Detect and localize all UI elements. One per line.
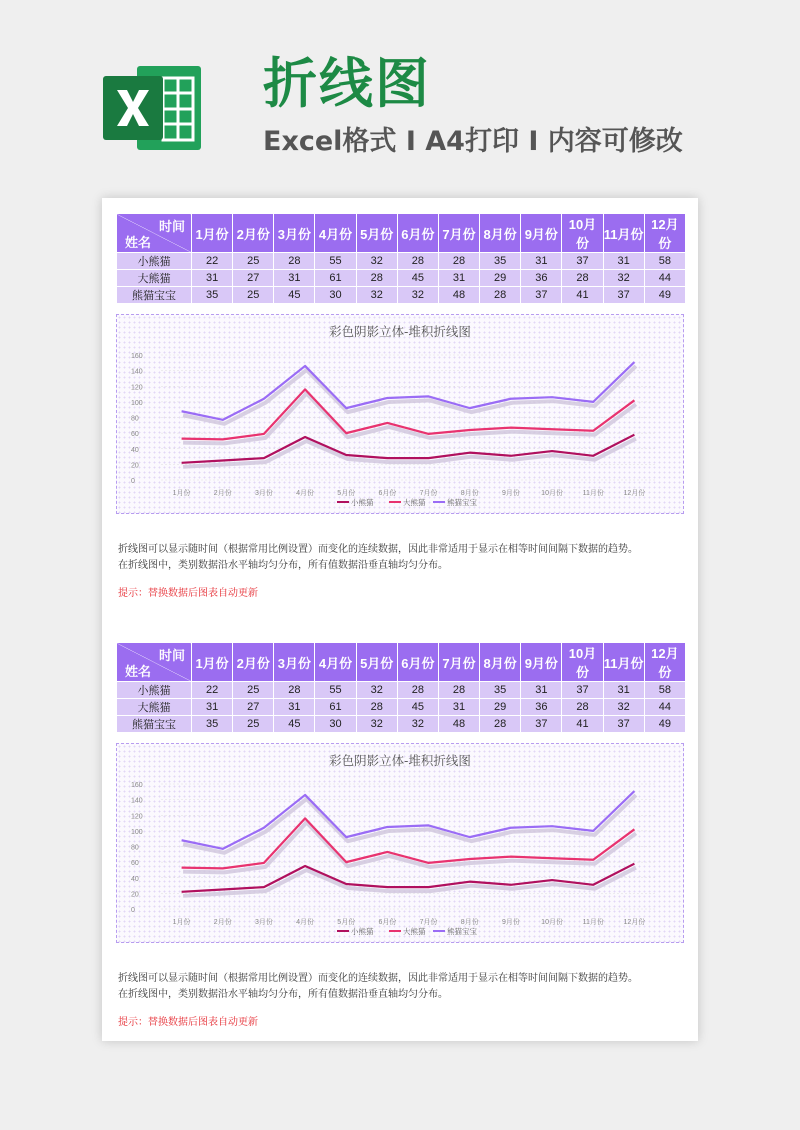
value-cell: 35 (192, 287, 233, 304)
month-header: 10月份 (562, 214, 603, 253)
value-cell: 28 (356, 270, 397, 287)
spreadsheet-sheet (102, 198, 698, 1041)
month-header: 10月份 (562, 643, 603, 682)
hint-text: 提示：替换数据后图表自动更新 (118, 588, 258, 599)
page-subtitle: Excel格式 I A4打印 I 内容可修改 (263, 126, 683, 157)
chart-block (116, 642, 686, 1028)
value-cell: 31 (603, 253, 644, 270)
x-tick-label: 10月份 (541, 919, 563, 926)
x-tick-label: 8月份 (460, 919, 479, 926)
table-corner-header (117, 643, 192, 682)
value-cell: 31 (438, 699, 479, 716)
month-header: 5月份 (356, 214, 397, 253)
y-tick-label: 100 (131, 399, 143, 407)
value-cell: 25 (233, 253, 274, 270)
data-table (116, 642, 686, 733)
value-cell: 55 (315, 682, 356, 699)
value-cell: 35 (480, 253, 521, 270)
y-tick-label: 120 (131, 813, 143, 821)
value-cell: 28 (480, 716, 521, 733)
y-tick-label: 160 (131, 353, 143, 360)
x-tick-label: 12月份 (623, 490, 646, 497)
month-header: 4月份 (315, 643, 356, 682)
corner-time-label: 时间 (158, 219, 185, 234)
chart-block (116, 213, 686, 599)
value-cell: 31 (274, 270, 315, 287)
value-cell: 35 (192, 716, 233, 733)
x-tick-label: 5月份 (337, 919, 356, 926)
value-cell: 55 (315, 253, 356, 270)
value-cell: 36 (521, 699, 562, 716)
table-row (117, 270, 686, 287)
legend-label: 熊猫宝宝 (447, 927, 477, 936)
value-cell: 35 (480, 682, 521, 699)
value-cell: 45 (397, 699, 438, 716)
value-cell: 31 (192, 270, 233, 287)
value-cell: 27 (233, 270, 274, 287)
y-tick-label: 0 (131, 478, 135, 485)
value-cell: 32 (356, 682, 397, 699)
description-line-2: 在折线图中，类别数据沿水平轴均匀分布，所有值数据沿垂直轴均匀分布。 (118, 989, 448, 1000)
value-cell: 29 (480, 270, 521, 287)
value-cell: 45 (274, 716, 315, 733)
value-cell: 49 (644, 716, 685, 733)
table-row (117, 699, 686, 716)
y-tick-label: 80 (131, 415, 139, 423)
month-header: 12月份 (644, 643, 685, 682)
month-header: 11月份 (603, 643, 644, 682)
value-cell: 32 (397, 287, 438, 304)
x-tick-label: 3月份 (254, 490, 273, 497)
month-header: 2月份 (233, 214, 274, 253)
value-cell: 28 (438, 682, 479, 699)
value-cell: 61 (315, 699, 356, 716)
y-tick-label: 160 (131, 782, 143, 789)
x-tick-label: 3月份 (254, 919, 273, 926)
row-name-cell: 熊猫宝宝 (117, 716, 192, 733)
month-header: 2月份 (233, 643, 274, 682)
month-header: 9月份 (521, 643, 562, 682)
value-cell: 22 (192, 682, 233, 699)
value-cell: 32 (356, 253, 397, 270)
y-tick-label: 20 (131, 891, 139, 899)
hint-text: 提示：替换数据后图表自动更新 (118, 1017, 258, 1028)
month-header: 9月份 (521, 214, 562, 253)
legend-label: 大熊猫 (403, 927, 426, 936)
x-tick-label: 4月份 (296, 490, 315, 497)
excel-logo-icon (103, 62, 203, 154)
value-cell: 29 (480, 699, 521, 716)
x-tick-label: 7月份 (419, 919, 438, 926)
month-header: 5月份 (356, 643, 397, 682)
description-line-1: 折线图可以显示随时间（根据常用比例设置）而变化的连续数据，因此非常适用于显示在相等时间间隔下数据的趋势。 (118, 544, 638, 555)
value-cell: 28 (562, 270, 603, 287)
value-cell: 41 (562, 716, 603, 733)
value-cell: 32 (356, 287, 397, 304)
x-tick-label: 7月份 (419, 490, 438, 497)
y-tick-label: 0 (131, 907, 135, 914)
month-header: 1月份 (192, 214, 233, 253)
value-cell: 25 (233, 287, 274, 304)
x-tick-label: 6月份 (378, 919, 397, 926)
chart-title: 彩色阴影立体-堆积折线图 (329, 324, 471, 339)
value-cell: 41 (562, 287, 603, 304)
value-cell: 31 (521, 253, 562, 270)
chart-area (116, 314, 684, 514)
value-cell: 44 (644, 270, 685, 287)
y-tick-label: 80 (131, 844, 139, 852)
x-tick-label: 1月份 (172, 490, 191, 497)
value-cell: 27 (233, 699, 274, 716)
value-cell: 37 (521, 716, 562, 733)
corner-time-label: 时间 (158, 648, 185, 663)
value-cell: 28 (397, 682, 438, 699)
value-cell: 36 (521, 270, 562, 287)
value-cell: 45 (397, 270, 438, 287)
table-row (117, 253, 686, 270)
stacked-line-chart (117, 744, 683, 942)
legend-label: 小熊猫 (351, 498, 374, 507)
row-name-cell: 小熊猫 (117, 682, 192, 699)
value-cell: 48 (438, 716, 479, 733)
value-cell: 25 (233, 682, 274, 699)
description-text (118, 542, 686, 574)
month-header: 3月份 (274, 214, 315, 253)
month-header: 7月份 (438, 643, 479, 682)
x-tick-label: 2月份 (213, 919, 232, 926)
row-name-cell: 小熊猫 (117, 253, 192, 270)
table-corner-header (117, 214, 192, 253)
y-tick-label: 100 (131, 828, 143, 836)
value-cell: 28 (438, 253, 479, 270)
x-tick-label: 9月份 (501, 919, 520, 926)
stacked-line-chart (117, 315, 683, 513)
value-cell: 45 (274, 287, 315, 304)
y-tick-label: 40 (131, 875, 139, 883)
corner-name-label: 姓名 (125, 664, 152, 679)
y-tick-label: 140 (131, 368, 143, 376)
value-cell: 25 (233, 716, 274, 733)
value-cell: 32 (603, 270, 644, 287)
value-cell: 22 (192, 253, 233, 270)
y-tick-label: 40 (131, 446, 139, 454)
description-line-2: 在折线图中，类别数据沿水平轴均匀分布，所有值数据沿垂直轴均匀分布。 (118, 560, 448, 571)
x-tick-label: 11月份 (582, 919, 604, 926)
value-cell: 48 (438, 287, 479, 304)
legend-label: 小熊猫 (351, 927, 374, 936)
month-header: 1月份 (192, 643, 233, 682)
value-cell: 37 (562, 682, 603, 699)
value-cell: 49 (644, 287, 685, 304)
data-table (116, 213, 686, 304)
month-header: 7月份 (438, 214, 479, 253)
value-cell: 61 (315, 270, 356, 287)
x-tick-label: 5月份 (337, 490, 356, 497)
y-tick-label: 60 (131, 431, 139, 439)
series-shadow (183, 366, 636, 424)
value-cell: 58 (644, 682, 685, 699)
y-tick-label: 20 (131, 462, 139, 470)
x-tick-label: 8月份 (460, 490, 479, 497)
value-cell: 28 (274, 682, 315, 699)
legend-label: 熊猫宝宝 (447, 498, 477, 507)
x-tick-label: 2月份 (213, 490, 232, 497)
row-name-cell: 大熊猫 (117, 699, 192, 716)
series-shadow (183, 795, 636, 853)
value-cell: 37 (562, 253, 603, 270)
value-cell: 44 (644, 699, 685, 716)
x-tick-label: 6月份 (378, 490, 397, 497)
month-header: 11月份 (603, 214, 644, 253)
x-tick-label: 1月份 (172, 919, 191, 926)
month-header: 8月份 (480, 643, 521, 682)
value-cell: 32 (397, 716, 438, 733)
value-cell: 30 (315, 716, 356, 733)
month-header: 8月份 (480, 214, 521, 253)
y-tick-label: 140 (131, 797, 143, 805)
value-cell: 28 (562, 699, 603, 716)
value-cell: 32 (356, 716, 397, 733)
table-row (117, 682, 686, 699)
value-cell: 28 (480, 287, 521, 304)
row-name-cell: 熊猫宝宝 (117, 287, 192, 304)
month-header: 6月份 (397, 214, 438, 253)
chart-area (116, 743, 684, 943)
value-cell: 31 (521, 682, 562, 699)
month-header: 6月份 (397, 643, 438, 682)
value-cell: 58 (644, 253, 685, 270)
x-tick-label: 10月份 (541, 490, 563, 497)
corner-name-label: 姓名 (125, 235, 152, 250)
month-header: 12月份 (644, 214, 685, 253)
month-header: 3月份 (274, 643, 315, 682)
month-header: 4月份 (315, 214, 356, 253)
value-cell: 28 (356, 699, 397, 716)
value-cell: 31 (438, 270, 479, 287)
x-tick-label: 9月份 (501, 490, 520, 497)
table-row (117, 716, 686, 733)
value-cell: 37 (603, 287, 644, 304)
description-line-1: 折线图可以显示随时间（根据常用比例设置）而变化的连续数据，因此非常适用于显示在相等时间间隔下数据的趋势。 (118, 973, 638, 984)
value-cell: 32 (603, 699, 644, 716)
x-tick-label: 4月份 (296, 919, 315, 926)
y-tick-label: 60 (131, 860, 139, 868)
value-cell: 31 (603, 682, 644, 699)
value-cell: 31 (274, 699, 315, 716)
row-name-cell: 大熊猫 (117, 270, 192, 287)
description-text (118, 971, 686, 1003)
value-cell: 31 (192, 699, 233, 716)
value-cell: 37 (521, 287, 562, 304)
table-row (117, 287, 686, 304)
x-tick-label: 12月份 (623, 919, 646, 926)
legend-label: 大熊猫 (403, 498, 426, 507)
page-title: 折线图 (263, 52, 431, 115)
chart-title: 彩色阴影立体-堆积折线图 (329, 753, 471, 768)
x-tick-label: 11月份 (582, 490, 604, 497)
value-cell: 30 (315, 287, 356, 304)
value-cell: 28 (274, 253, 315, 270)
y-tick-label: 120 (131, 384, 143, 392)
value-cell: 37 (603, 716, 644, 733)
value-cell: 28 (397, 253, 438, 270)
